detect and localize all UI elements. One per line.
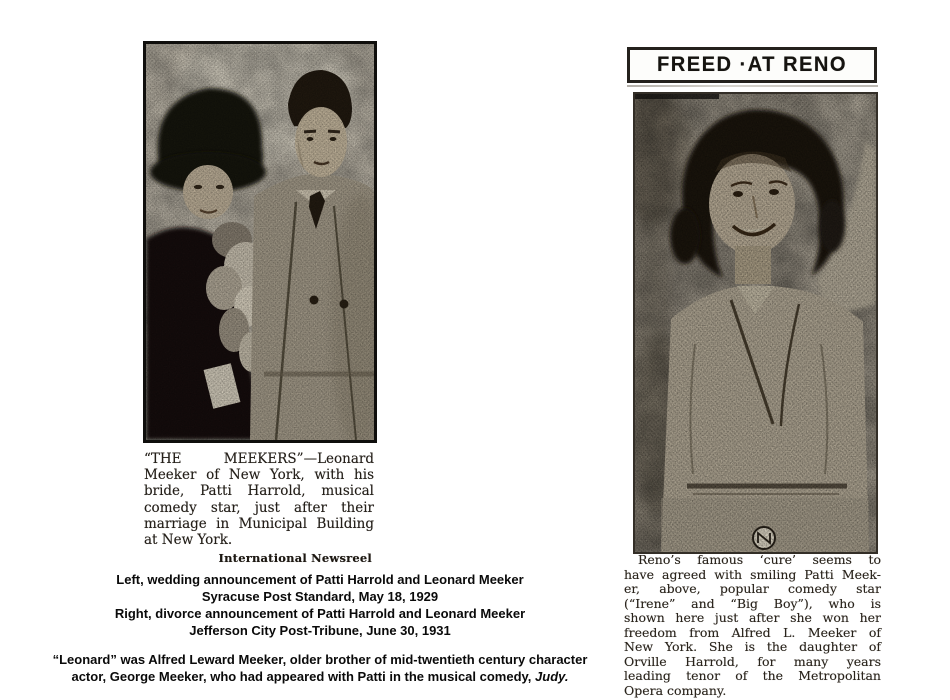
caption-line: at New York. — [144, 532, 233, 549]
wedding-caption — [144, 451, 374, 566]
footnote-line: “Leonard” was Alfred Leward Meeker, older brother of mid-twentieth century character — [52, 652, 588, 667]
portrait-photo — [635, 94, 876, 552]
caption-line: Orville Harrold, for many years — [624, 653, 881, 669]
caption-line: Reno’s famous ‘cure’ seems to — [638, 552, 881, 567]
annotation-line: Left, wedding announcement of Patti Harrold and Leonard Meeker — [116, 572, 524, 587]
newsreel-credit: International Newsreel — [218, 551, 372, 566]
annotation-line: Syracuse Post Standard, May 18, 1929 — [201, 589, 439, 604]
caption-line: “THE MEEKERS”—Leonard — [144, 451, 374, 467]
annotation-line: Jefferson City Post-Tribune, June 30, 1931 — [189, 623, 451, 638]
caption-line: Meeker of New York, with his — [144, 467, 374, 484]
caption-line: have agreed with smiling Patti Meek- — [624, 566, 881, 582]
caption-line: er, above, popular comedy star — [624, 581, 881, 596]
wedding-photo — [146, 44, 374, 440]
caption-line: New York. She is the daughter of — [624, 639, 881, 654]
annotation-line: Right, divorce announcement of Patti Harrold and Leonard Meeker — [114, 606, 526, 621]
judy-italic: Judy. — [535, 669, 569, 684]
caption-line: Opera company. — [624, 682, 727, 698]
divorce-caption — [624, 553, 881, 698]
headline-box — [627, 47, 877, 83]
caption-line: (“Irene” and “Big Boy”), who is — [624, 595, 881, 611]
footnote-text: actor, George Meeker, who had appeared with Patti in the musical comedy, — [71, 669, 536, 684]
caption-line: marriage in Municipal Building — [144, 515, 374, 532]
portrait-photo-frame — [633, 92, 878, 554]
caption-line: shown here just after she won her — [624, 610, 881, 625]
wedding-photo-frame — [143, 41, 377, 443]
caption-line: comedy star, just after their — [144, 499, 374, 516]
footnote-line — [15, 668, 625, 685]
headline-text: FREED ·AT RENO — [656, 53, 848, 76]
caption-line: leading tenor of the Metropolitan — [624, 668, 881, 683]
annotation-block — [15, 571, 625, 685]
caption-line: freedom from Alfred L. Meeker of — [624, 624, 881, 640]
scan-rule — [627, 85, 878, 87]
footnote — [15, 651, 625, 685]
caption-line: bride, Patti Harrold, musical — [144, 483, 374, 500]
